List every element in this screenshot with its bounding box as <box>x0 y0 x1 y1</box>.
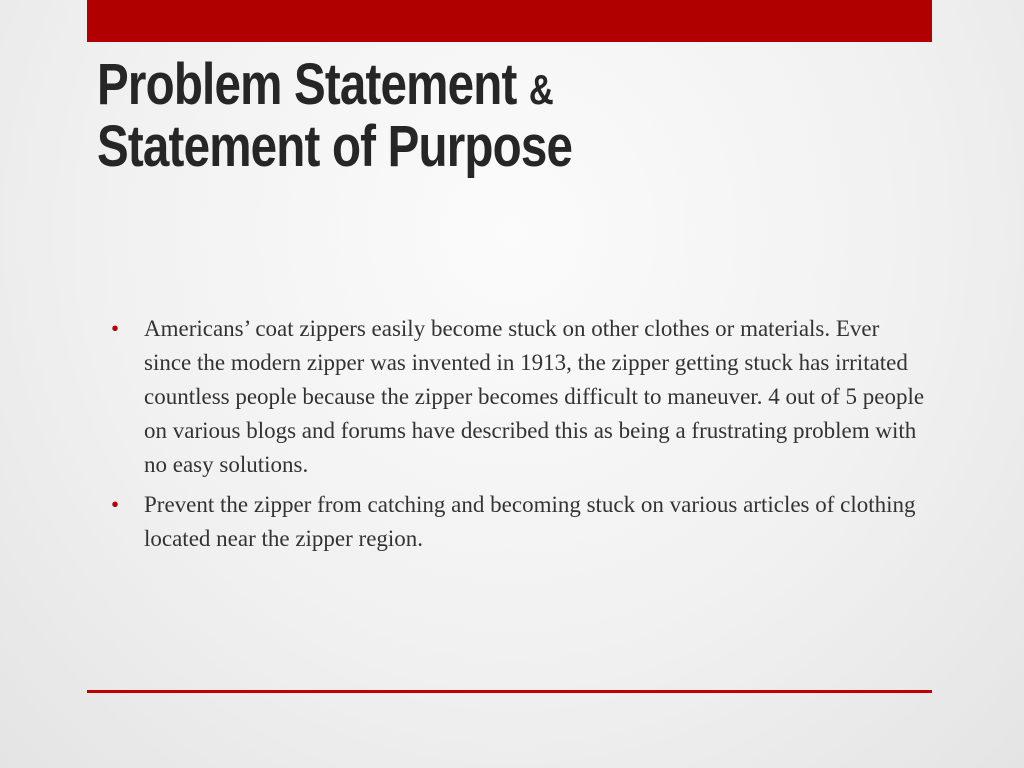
bottom-divider <box>87 690 932 693</box>
top-accent-bar <box>87 0 932 42</box>
slide-content <box>111 312 931 562</box>
bullet-list <box>111 312 931 556</box>
title-line-1 <box>97 52 769 118</box>
slide-title <box>97 52 769 179</box>
bullet-text-1: Americans’ coat zippers easily become stuck on other clothes or materials. Ever since the modern zipper was invented in 1913, the zipper getting stuck has irritated countless people because the zipper becomes difficult to maneuver. 4 out of 5 people on various blogs and forums have described this as being a frustrating problem with no easy solutions. <box>144 316 925 477</box>
bullet-text-2: Prevent the zipper from catching and becoming stuck on various articles of clothing located near the zipper region. <box>144 492 916 551</box>
bullet-icon: • <box>111 492 120 517</box>
title-ampersand: & <box>528 66 553 113</box>
title-line-2: Statement of Purpose <box>97 114 573 179</box>
bullet-icon: • <box>111 316 120 341</box>
bullet-item-2 <box>111 488 931 556</box>
bullet-item-1 <box>111 312 931 482</box>
title-part-1: Problem Statement <box>97 52 517 117</box>
